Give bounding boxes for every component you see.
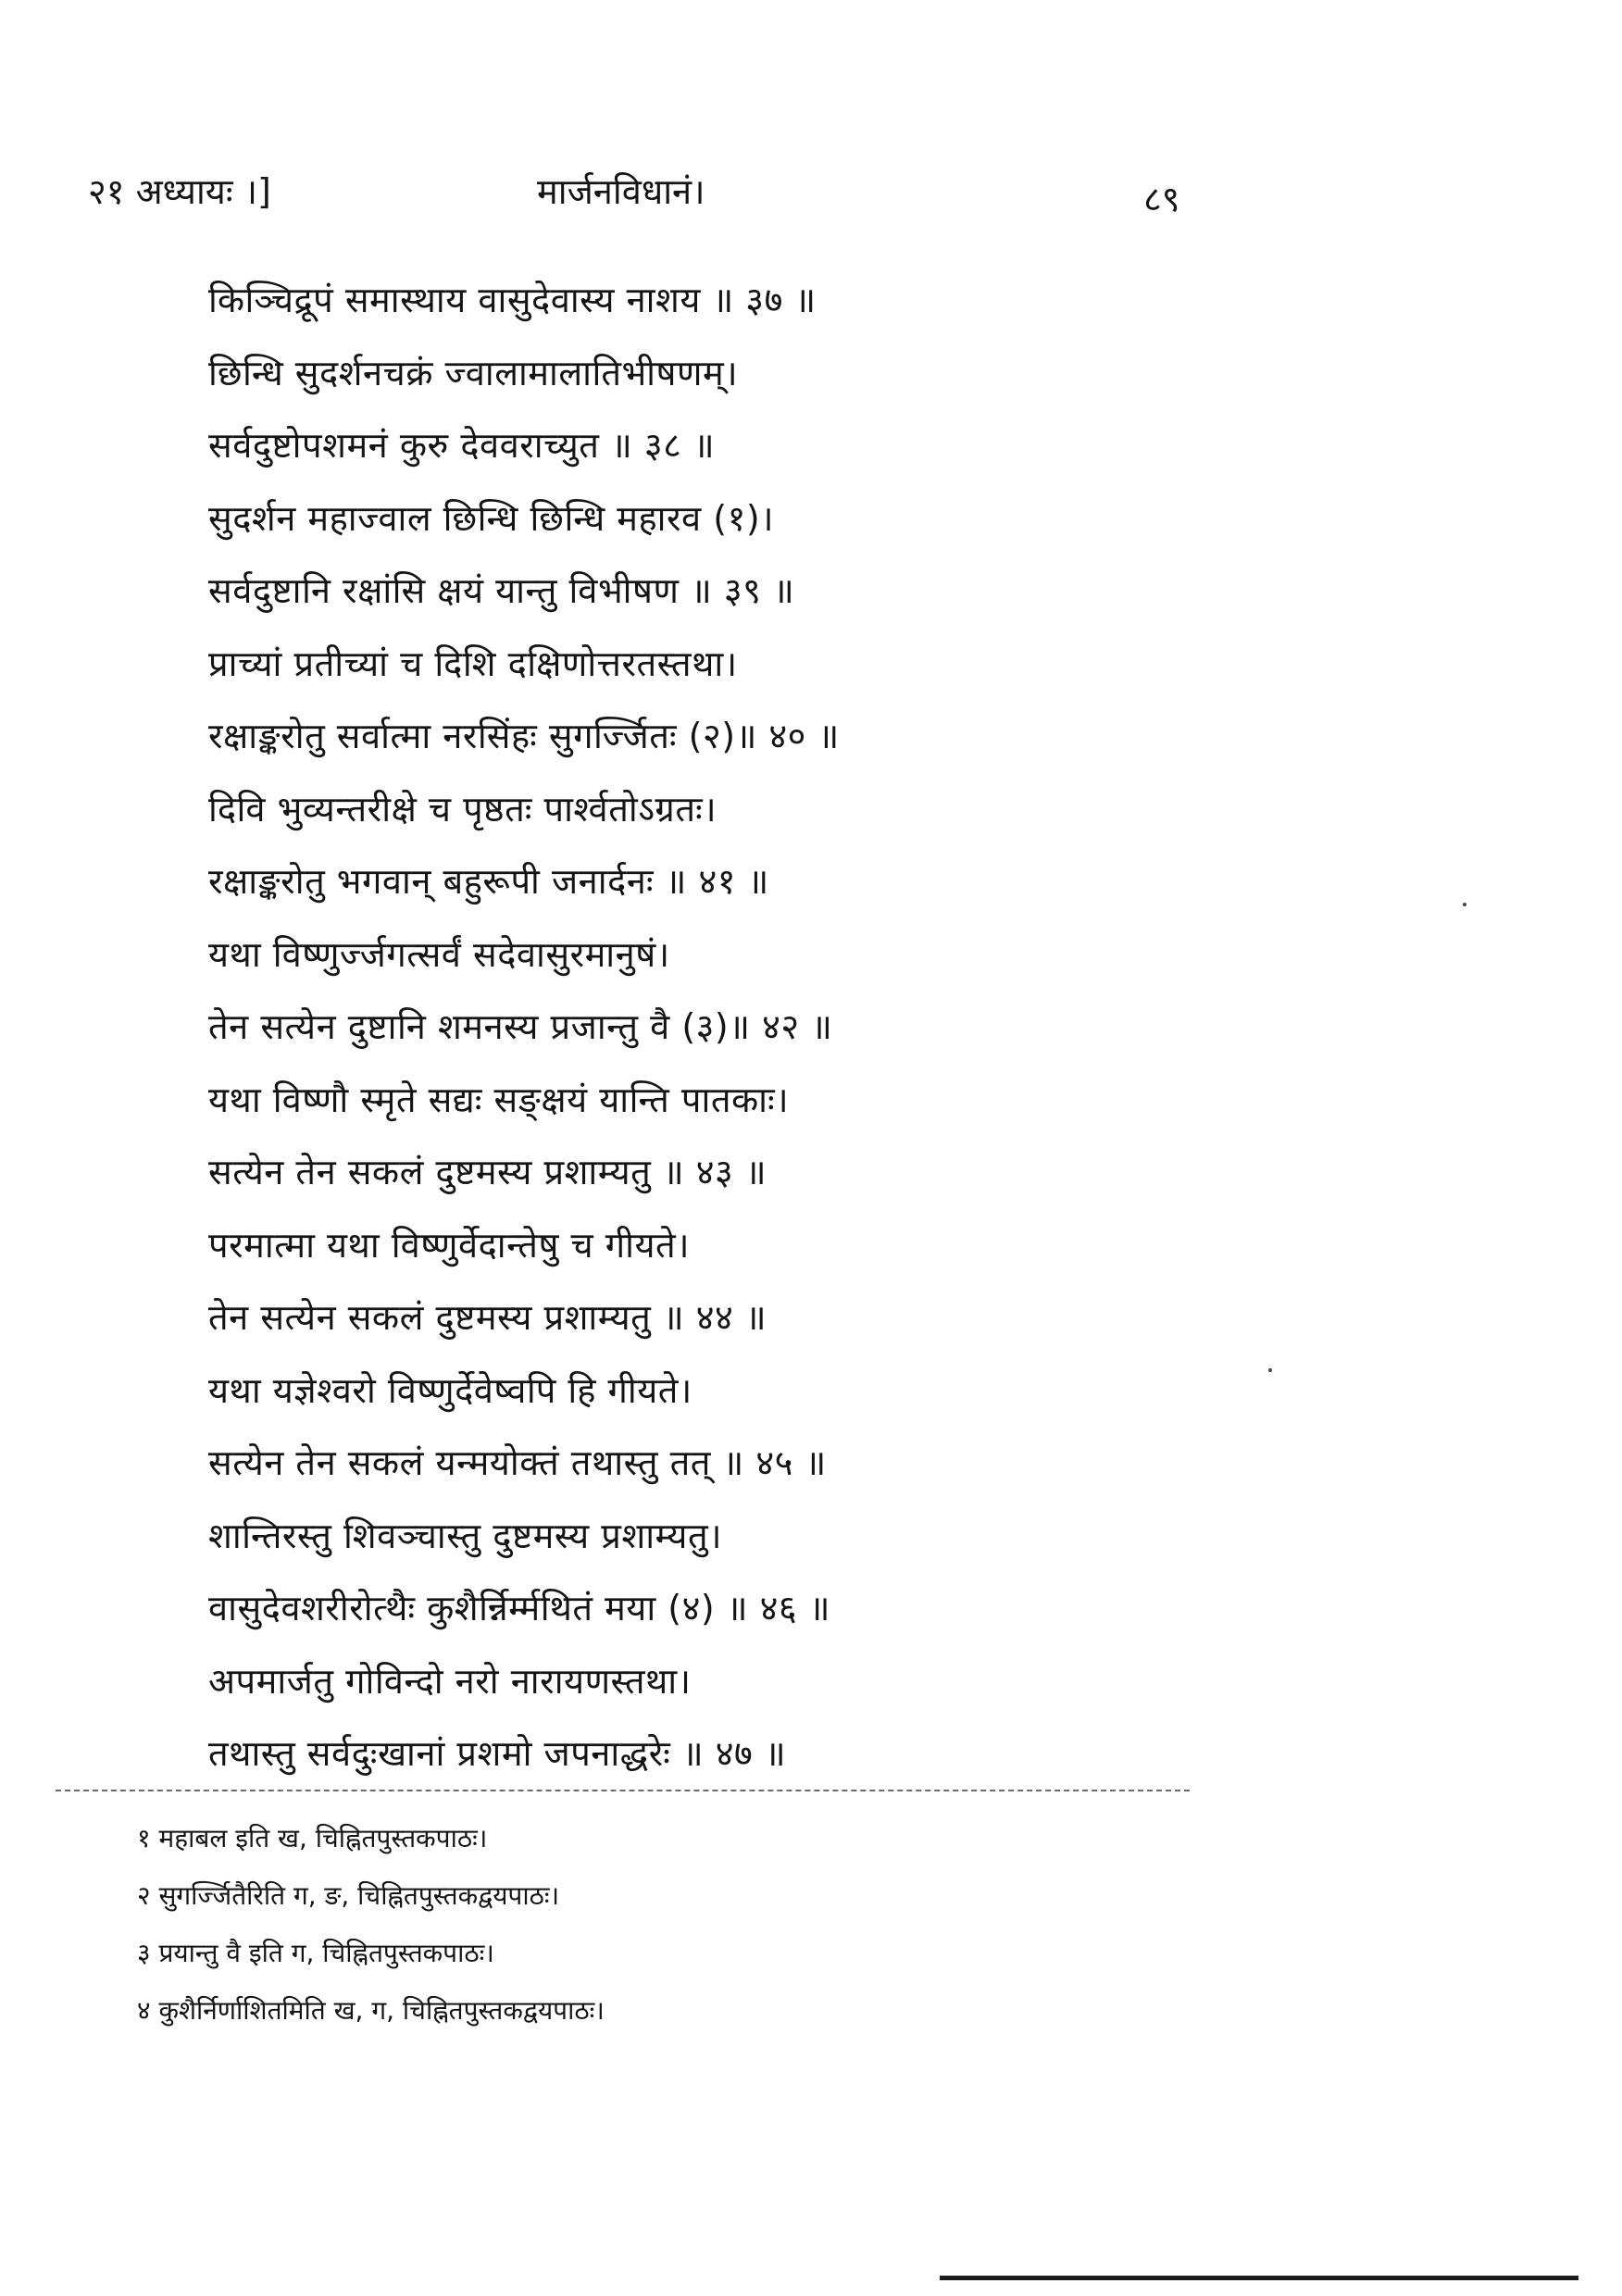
- verse-line: तेन सत्येन सकलं दुष्टमस्य प्रशाम्यतु ॥ ४४ ॥: [208, 1297, 767, 1338]
- verse-line: प्राच्यां प्रतीच्यां च दिशि दक्षिणोत्तरतस्तथा।: [208, 643, 738, 684]
- verse-line: यथा विष्णुर्ज्जगत्सर्वं सदेवासुरमानुषं।: [208, 933, 670, 975]
- verse-line: वासुदेवशरीरोत्थैः कुशैर्न्निर्म्मथितं मया (४) ॥ ४६ ॥: [208, 1588, 830, 1628]
- verse-line: सुदर्शन महाज्वाल छिन्धि छिन्धि महारव (१)।: [208, 497, 775, 539]
- verse-line: सत्येन तेन सकलं यन्मयोक्तं तथास्तु तत् ॥ ४५ ॥: [208, 1442, 827, 1483]
- running-title: मार्जनविधानं।: [537, 171, 705, 212]
- verse-line: सर्वदुष्टोपशमनं कुरु देववराच्युत ॥ ३८ ॥: [208, 425, 716, 466]
- verse-line: तेन सत्येन दुष्टानि शमनस्य प्रजान्तु वै (३)॥ ४२ ॥: [208, 1006, 833, 1047]
- verse-line: परमात्मा यथा विष्णुर्वेदान्तेषु च गीयते।: [208, 1224, 691, 1266]
- chapter-label: २१ अध्यायः ।]: [88, 171, 271, 212]
- footnote: ३ प्रयान्तु वै इति ग, चिह्नितपुस्तकपाठः।: [137, 1938, 494, 1968]
- verse-line: सर्वदुष्टानि रक्षांसि क्षयं यान्तु विभीषण ॥ ३९ ॥: [208, 570, 795, 611]
- verse-line: रक्षाङ्करोतु सर्वात्मा नरसिंहः सुगर्ज्जितः (२)॥ ४० ॥: [208, 716, 840, 756]
- verse-block: [208, 264, 1273, 1791]
- footnote: २ सुगर्ज्जितैरिति ग, ङ, चिह्नितपुस्तकद्वयपाठः।: [137, 1880, 560, 1911]
- footnote: ४ कुशैर्निर्णाशितमिति ख, ग, चिह्नितपुस्तकद्वयपाठः।: [137, 1995, 605, 2026]
- verse-line: दिवि भुव्यन्तरीक्षे च पृष्ठतः पार्श्वतोऽग्रतः।: [208, 788, 717, 830]
- verse-line: छिन्धि सुदर्शनचक्रं ज्वालामालातिभीषणम्।: [208, 352, 739, 393]
- verse-line: शान्तिरस्तु शिवञ्चास्तु दुष्टमस्य प्रशाम्यतु।: [208, 1515, 723, 1556]
- scan-speck: [1463, 903, 1466, 906]
- verse-line: यथा यज्ञेश्वरो विष्णुर्देवेष्वपि हि गीयते।: [208, 1369, 692, 1411]
- verse-line: अपमार्जतु गोविन्दो नरो नारायणस्तथा।: [208, 1660, 692, 1702]
- verse-line: सत्येन तेन सकलं दुष्टमस्य प्रशाम्यतु ॥ ४३ ॥: [208, 1152, 767, 1192]
- verse-line: यथा विष्णौ स्मृते सद्यः सङ्क्षयं यान्ति पातकाः।: [208, 1079, 790, 1120]
- verse-line: तथास्तु सर्वदुःखानां प्रशमो जपनाद्धरेः ॥ ४७ ॥: [208, 1733, 787, 1774]
- verse-line: किञ्चिद्रूपं समास्थाय वासुदेवास्य नाशय ॥ ३७ ॥: [208, 280, 817, 320]
- scan-speck: [1268, 1368, 1272, 1372]
- scan-edge-bar: [940, 2276, 1578, 2280]
- page-header: [88, 157, 1254, 222]
- page-number: ८९: [1143, 179, 1180, 219]
- footnote: १ महाबल इति ख, चिह्नितपुस्तकपाठः।: [137, 1823, 488, 1853]
- footnote-divider: [56, 1790, 1190, 1791]
- footnote-block: [137, 1810, 1155, 2040]
- verse-line: रक्षाङ्करोतु भगवान् बहुरूपी जनार्दनः ॥ ४१ ॥: [208, 861, 769, 902]
